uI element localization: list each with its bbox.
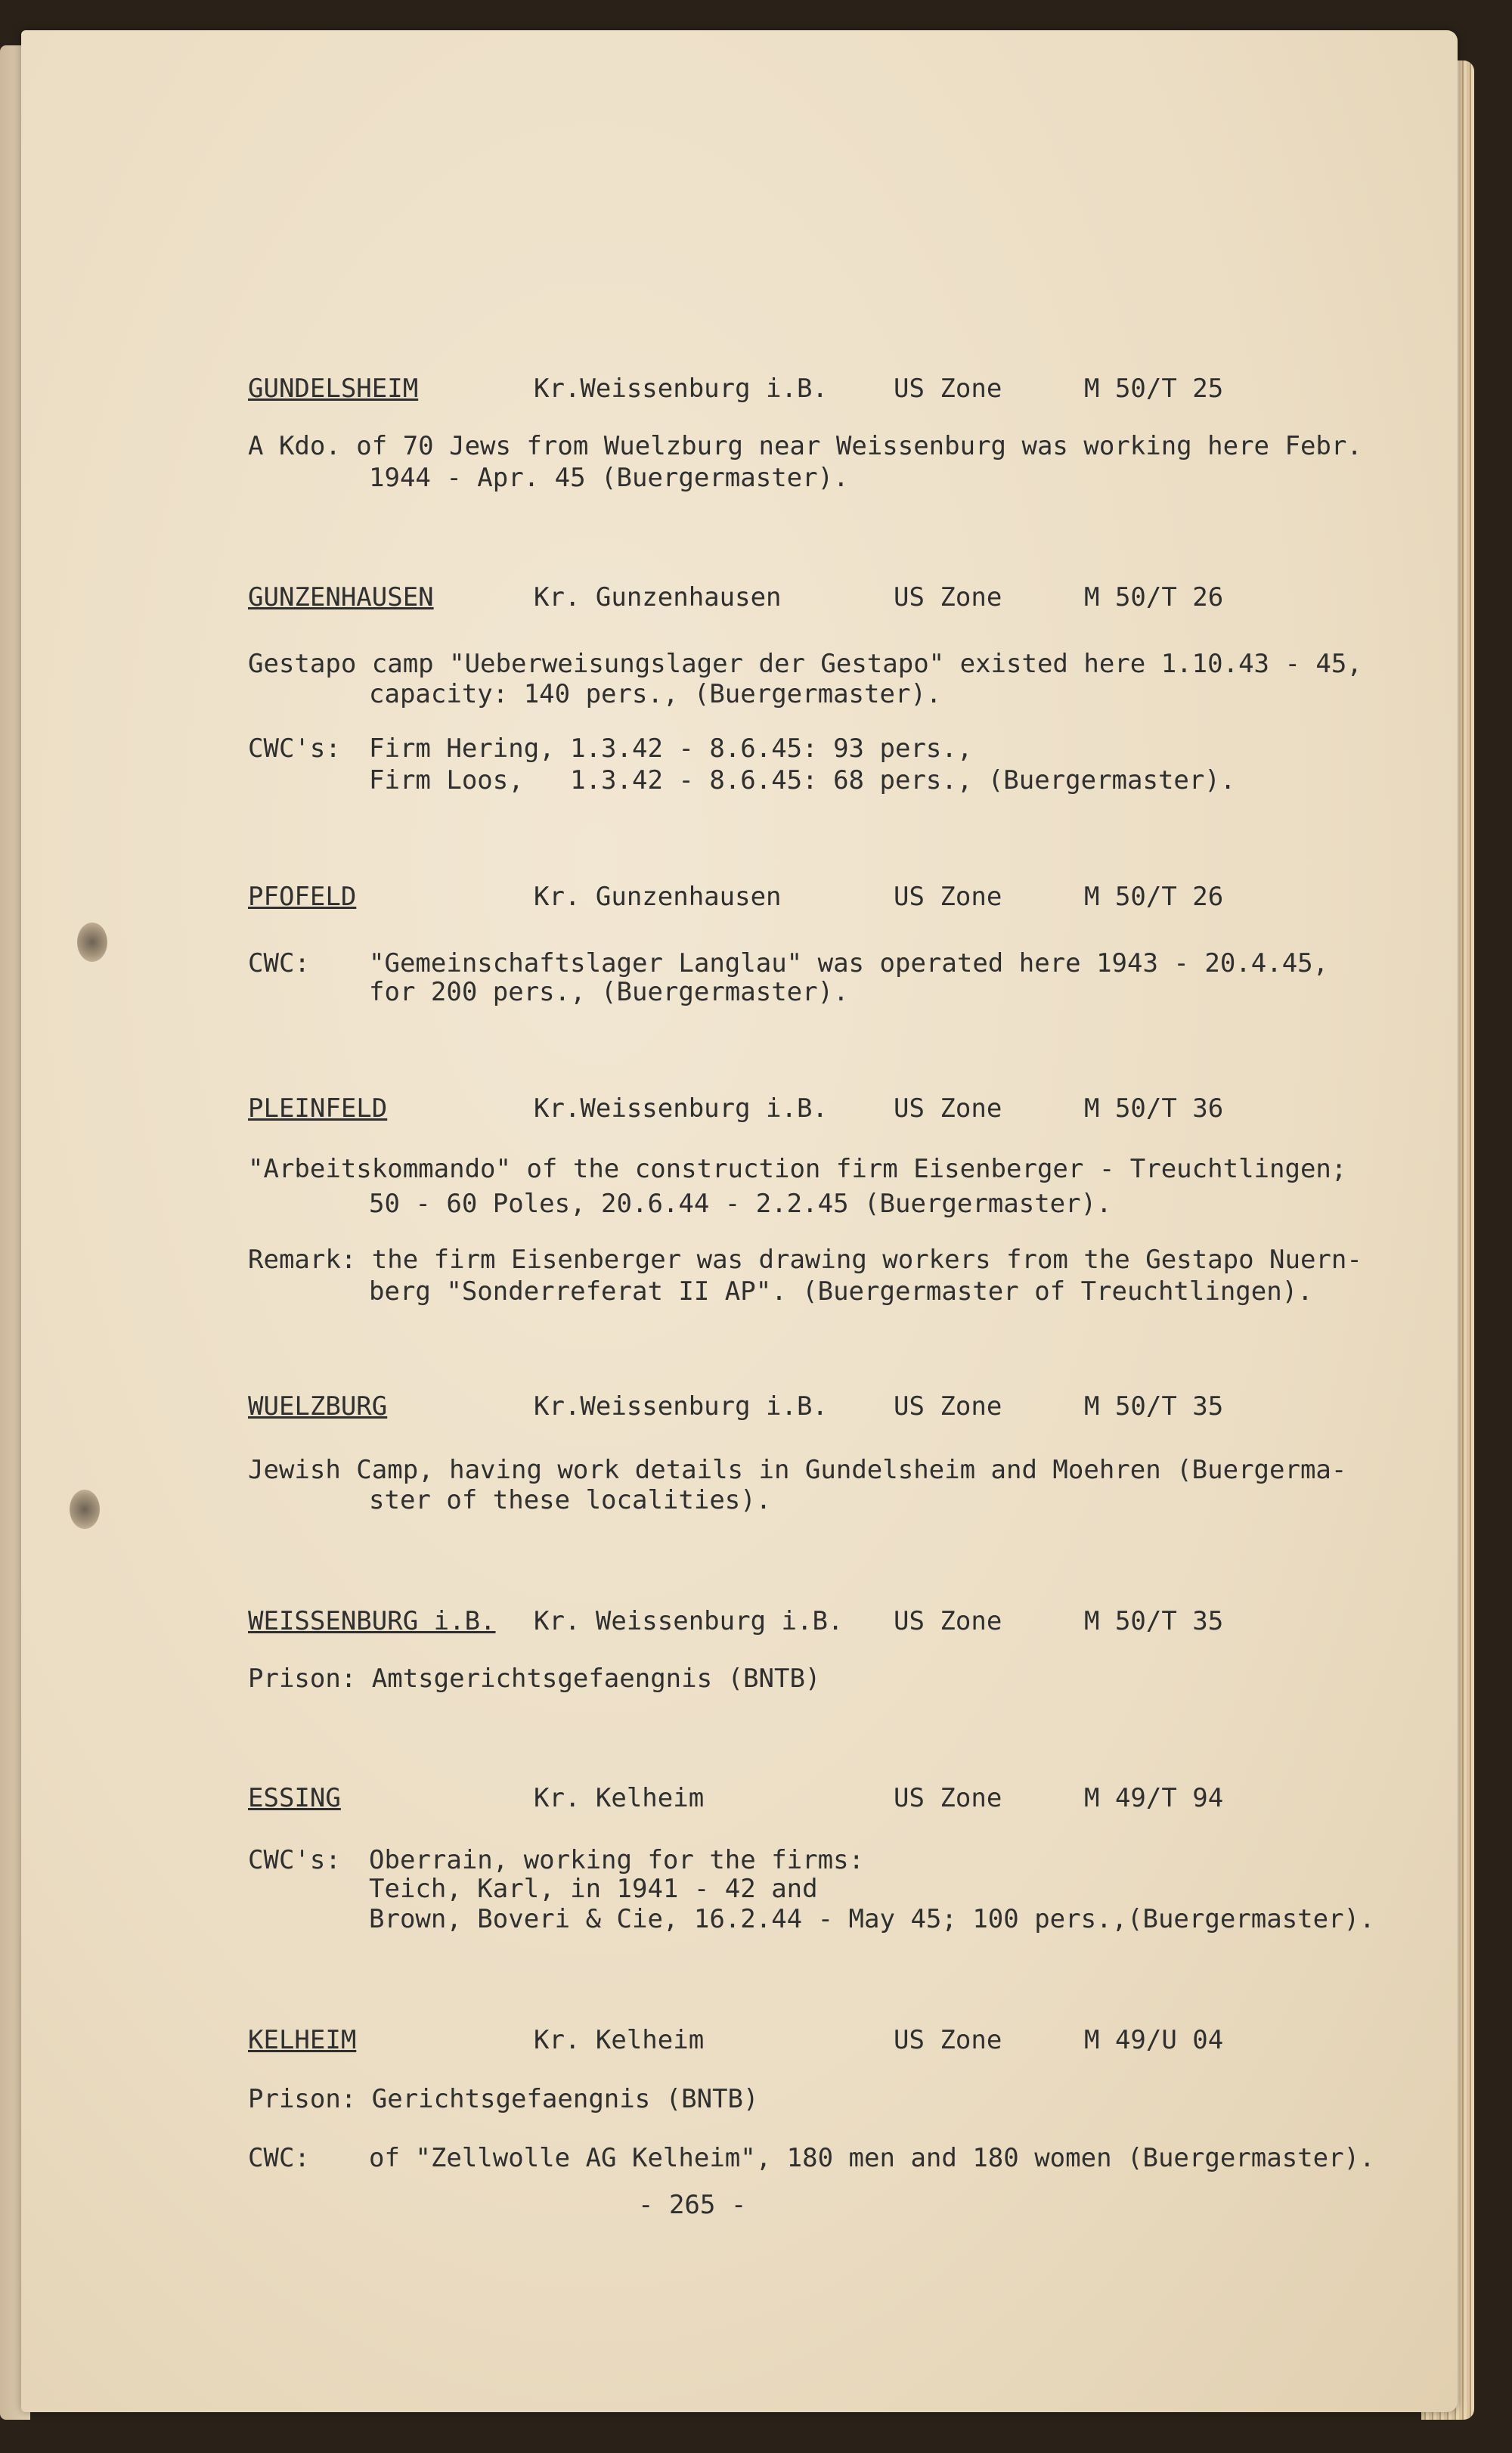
entry-text: Teich, Karl, in 1941 - 42 and <box>369 1874 818 1904</box>
entry-place: ESSING <box>248 1783 341 1813</box>
entry-text: Firm Loos, 1.3.42 - 8.6.45: 68 pers., (Buergermaster). <box>369 765 1236 795</box>
entry-text: Remark: the firm Eisenberger was drawing workers from the Gestapo Nuern- <box>248 1245 1362 1275</box>
entry-text: "Arbeitskommando" of the construction firm Eisenberger - Treuchtlingen; <box>248 1154 1347 1184</box>
entry-zone: US Zone <box>894 1606 1002 1636</box>
entry-zone: US Zone <box>894 1783 1002 1813</box>
entry-place: GUNDELSHEIM <box>248 374 419 404</box>
entry-text: of "Zellwolle AG Kelheim", 180 men and 180 women (Buergermaster). <box>369 2143 1375 2173</box>
entry-zone: US Zone <box>894 1093 1002 1124</box>
entry-text: 50 - 60 Poles, 20.6.44 - 2.2.45 (Buergermaster). <box>369 1189 1112 1219</box>
entry-district: Kr. Gunzenhausen <box>534 882 782 912</box>
entry-text: Jewish Camp, having work details in Gundelsheim and Moehren (Buergerma- <box>248 1455 1347 1485</box>
page-number: - 265 - <box>638 2190 747 2220</box>
entry-district: Kr. Kelheim <box>534 2025 705 2055</box>
entry-district: Kr.Weissenburg i.B. <box>534 1093 828 1124</box>
entry-place: KELHEIM <box>248 2025 357 2055</box>
entry-text: ster of these localities). <box>369 1485 772 1515</box>
entry-text: berg "Sonderreferat II AP". (Buergermaster of Treuchtlingen). <box>369 1276 1313 1307</box>
entry-place: WUELZBURG <box>248 1391 388 1422</box>
entry-text: Firm Hering, 1.3.42 - 8.6.45: 93 pers., <box>369 733 973 764</box>
entry-zone: US Zone <box>894 582 1002 612</box>
entry-place: PFOFELD <box>248 882 357 912</box>
entry-text: Gestapo camp "Ueberweisungslager der Gestapo" existed here 1.10.43 - 45, <box>248 649 1362 679</box>
entry-text: 1944 - Apr. 45 (Buergermaster). <box>369 463 849 493</box>
entry-map: M 50/T 36 <box>1084 1093 1224 1124</box>
entry-place: GUNZENHAUSEN <box>248 582 434 612</box>
entry-district: Kr. Weissenburg i.B. <box>534 1606 844 1636</box>
entry-text: A Kdo. of 70 Jews from Wuelzburg near Weissenburg was working here Febr. <box>248 431 1362 461</box>
entry-map: M 50/T 25 <box>1084 374 1224 404</box>
entry-map: M 49/T 94 <box>1084 1783 1224 1813</box>
entry-text: Prison: Gerichtsgefaengnis (BNTB) <box>248 2084 759 2114</box>
entry-map: M 50/T 35 <box>1084 1391 1224 1422</box>
entry-text: Prison: Amtsgerichtsgefaengnis (BNTB) <box>248 1664 821 1694</box>
entry-text: for 200 pers., (Buergermaster). <box>369 977 849 1007</box>
entry-label: CWC: <box>248 948 310 978</box>
entry-place: WEISSENBURG i.B. <box>248 1606 496 1636</box>
entry-label: CWC's: <box>248 1845 341 1875</box>
entry-district: Kr. Gunzenhausen <box>534 582 782 612</box>
entry-zone: US Zone <box>894 374 1002 404</box>
entry-zone: US Zone <box>894 882 1002 912</box>
entry-text: "Gemeinschaftslager Langlau" was operated here 1943 - 20.4.45, <box>369 948 1329 978</box>
entry-map: M 50/T 35 <box>1084 1606 1224 1636</box>
entry-label: CWC: <box>248 2143 310 2173</box>
entry-district: Kr.Weissenburg i.B. <box>534 1391 828 1422</box>
entry-text: Oberrain, working for the firms: <box>369 1845 865 1875</box>
entry-text: capacity: 140 pers., (Buergermaster). <box>369 679 942 709</box>
entry-text: Brown, Boveri & Cie, 16.2.44 - May 45; 100 pers.,(Buergermaster). <box>369 1904 1375 1934</box>
entry-district: Kr.Weissenburg i.B. <box>534 374 828 404</box>
entry-zone: US Zone <box>894 2025 1002 2055</box>
entry-zone: US Zone <box>894 1391 1002 1422</box>
entry-district: Kr. Kelheim <box>534 1783 705 1813</box>
entry-map: M 50/T 26 <box>1084 882 1224 912</box>
entry-label: CWC's: <box>248 733 341 764</box>
punch-hole <box>70 1490 100 1529</box>
punch-hole <box>77 923 107 962</box>
entry-map: M 49/U 04 <box>1084 2025 1224 2055</box>
entry-place: PLEINFELD <box>248 1093 388 1124</box>
entry-map: M 50/T 26 <box>1084 582 1224 612</box>
